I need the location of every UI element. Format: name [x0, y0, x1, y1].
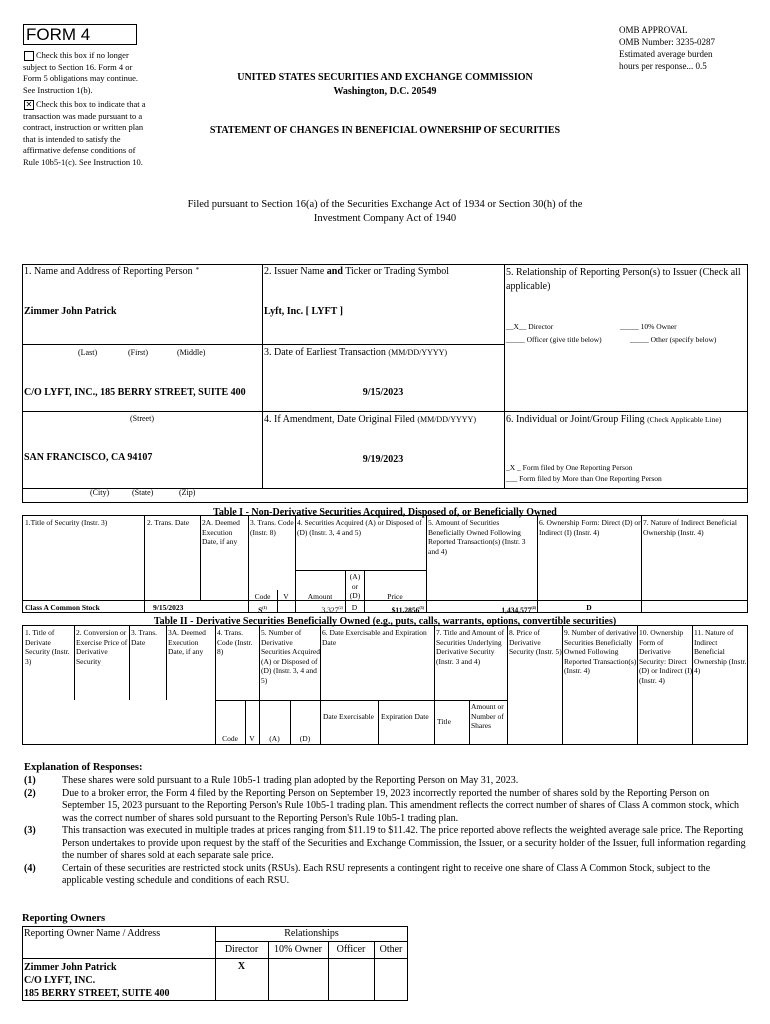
t1-row-code: $S^{(1)}$ [258, 605, 267, 615]
label-first: (First) [128, 348, 148, 357]
other-line: _____ Other (specify below) [630, 335, 717, 344]
t2-h8: 8. Price of Derivative Security (Instr. 5) [509, 628, 562, 656]
checkbox-10b5-1-text: Check this box to indicate that a transaction was made pursuant to a contract, instruction or written plan that is intended to satisfy the affirmative defense conditions of Rule 10b5-1(c). See Instruction 10. [23, 99, 146, 167]
form-title: FORM 4 [26, 25, 91, 44]
label-zip: (Zip) [179, 488, 196, 497]
t1-h6: 6. Ownership Form: Direct (D) or Indirect (I) (Instr. 4) [539, 518, 641, 537]
box5-label: 5. Relationship of Reporting Person(s) to Issuer (Check all applicable) [506, 267, 741, 292]
owner-name: Zimmer John Patrick [24, 962, 117, 973]
t2-h1: 1. Title of Derivate Security (Instr. 3) [25, 628, 70, 666]
owners-col-name: Reporting Owner Name / Address [24, 928, 161, 939]
asterisk: * [195, 266, 200, 274]
t1-row-owned: 1,434,577$^{(4)}$ [501, 605, 536, 615]
table2-title: Table II - Derivative Securities Beneficially Owned (e.g., puts, calls, warrants, options, convertible securities) [153, 616, 617, 627]
label-city: (City) [90, 488, 110, 497]
t1-h5: 5. Amount of Securities Beneficially Owned Following Reported Transaction(s) (Instr. 3 and 4) [428, 518, 526, 556]
owner-address-1: C/O LYFT, INC. [24, 975, 96, 986]
t1-h4: 4. Securities Acquired (A) or Disposed of (D) (Instr. 3, 4 and 5) [297, 518, 422, 537]
t1-h2a: 2A. Deemed Execution Date, if any [202, 518, 240, 546]
explanation-number: (3) [24, 825, 36, 836]
filing-more-persons: ___ Form filed by More than One Reporting Person [506, 474, 662, 483]
t2-h10: 10. Ownership Form of Derivative Security: Direct (D) or Indirect (I) (Instr. 4) [639, 628, 693, 685]
label-last: (Last) [78, 348, 98, 357]
label-state: (State) [132, 488, 154, 497]
t2-h3a: 3A. Deemed Execution Date, if any [168, 628, 206, 656]
t2-sub-code: Code [222, 734, 238, 743]
t1-row-price: $11.2856$^{(3)}$ [391, 605, 424, 615]
owner-name-address [24, 961, 170, 1000]
owner-director-mark: X [237, 961, 246, 972]
explanation-item [24, 788, 748, 826]
t1-row-amount: 3,327$^{(2)}$ [321, 605, 343, 615]
officer-line: _____ Officer (give title below) [506, 335, 602, 344]
filed-pursuant-line-2: Investment Company Act of 1940 [313, 213, 457, 224]
explanation-item [24, 863, 748, 888]
amendment-date: 9/19/2023 [362, 454, 404, 465]
omb-line-4: hours per response... 0.5 [619, 61, 707, 71]
t1-h2: 2. Trans. Date [147, 518, 190, 527]
owners-col-director: Director [224, 944, 259, 955]
explanation-heading: Explanation of Responses: [24, 762, 143, 773]
omb-line-2: OMB Number: 3235-0287 [619, 37, 715, 47]
box4-label: 4. If Amendment, Date Original Filed (MM/DD/YYYY) [264, 414, 476, 425]
director-line: __X__ Director [506, 322, 554, 331]
t1-sub-amount: Amount [307, 592, 333, 601]
earliest-transaction-date: 9/15/2023 [362, 387, 404, 398]
t2-h11: 11. Nature of Indirect Beneficial Ownership (Instr. 4) [694, 628, 747, 675]
fn-ref: (4) [531, 605, 536, 610]
checkbox-no-longer-subject-text: Check this box if no longer subject to Section 16. Form 4 or Form 5 obligations may continue. See Instruction 1(b). [23, 50, 138, 95]
t2-sub-a: (A) [269, 734, 280, 743]
fn-ref: (2) [338, 605, 343, 610]
box6-label: 6. Individual or Joint/Group Filing (Check Applicable Line) [506, 414, 722, 425]
explanation-text: These shares were sold pursuant to a Rule 10b5-1 trading plan adopted by the Reporting Person on May 31, 2023. [62, 775, 519, 786]
explanation-text: Due to a broker error, the Form 4 filed by the Reporting Person on September 19, 2023 incorrectly reported the number of shares sold by the Reporting Person on September 15, 2023 pursuant to the Reporting Person's Rule 10b5-1 trading plan. This amendment reflects the correct number of shares of Class A common stock, which was the correct number of shares sold pursuant to the Reporting Person's Rule 10b5-1 trading plan. [62, 787, 740, 824]
checkbox-10b5-1[interactable]: ✕ [25, 100, 33, 109]
t1-row-date: 9/15/2023 [153, 603, 184, 612]
omb-line-1: OMB APPROVAL [619, 25, 688, 35]
explanation-text: This transaction was executed in multiple trades at prices ranging from $11.19 to $11.42. The price reported above reflects the weighted average sale price. The Reporting Person undertakes to provide upon request by the staff of the Securities and Exchange Commission, the Issuer, or a security holder of the Issuer, full information regarding the number of shares sold at each separate sale price. [62, 825, 746, 861]
omb-line-3: Estimated average burden [619, 49, 713, 59]
issuer-value: Lyft, Inc. [ LYFT ] [264, 306, 343, 317]
owners-heading: Reporting Owners [22, 913, 106, 924]
t2-h6: 6. Date Exercisable and Expiration Date [322, 628, 427, 647]
t1-row-ad: D [351, 603, 358, 612]
t2-h2: 2. Conversion or Exercise Price of Derivative Security [76, 628, 128, 666]
t1-h7: 7. Nature of Indirect Beneficial Ownership (Instr. 4) [643, 518, 737, 537]
reporting-person-name: Zimmer John Patrick [24, 306, 117, 317]
t1-sub-ad: (A) or (D) [349, 572, 361, 600]
explanation-number: (1) [24, 775, 36, 786]
t2-sub-amount: Amount or Number of Shares [471, 702, 504, 730]
t2-sub-expiration: Expiration Date [381, 712, 429, 721]
explanation-text: Certain of these securities are restricted stock units (RSUs). Each RSU represents a contingent right to receive one share of Class A Common Stock, subject to the applicable vesting schedule and conditions of each RSU. [62, 862, 711, 886]
owners-col-officer: Officer [336, 944, 366, 955]
t2-sub-d: (D) [299, 734, 311, 743]
box3-label: 3. Date of Earliest Transaction (MM/DD/YYYY) [264, 347, 448, 358]
label-middle: (Middle) [177, 348, 206, 357]
explanation-item [24, 775, 748, 788]
fn-ref: (3) [419, 605, 424, 610]
label-street: (Street) [130, 414, 154, 423]
reporting-info-grid [22, 264, 748, 503]
t2-h3: 3. Trans. Date [131, 628, 158, 647]
owner10-line: _____ 10% Owner [620, 322, 677, 331]
t2-h9: 9. Number of derivative Securities Beneficially Owned Following Reported Transaction(s) (Instr. 4) [564, 628, 637, 675]
explanation-item [24, 825, 748, 863]
explanation-list [24, 775, 748, 888]
t2-sub-v: V [249, 734, 255, 743]
fn-ref: (1) [262, 605, 267, 610]
t1-row-title: Class A Common Stock [25, 603, 100, 612]
t1-h1: 1.Title of Security (Instr. 3) [25, 518, 108, 527]
t2-h7: 7. Title and Amount of Securities Underlying Derivative Security (Instr. 3 and 4) [436, 628, 505, 666]
agency-location: Washington, D.C. 20549 [333, 86, 437, 97]
owners-col-other: Other [379, 944, 403, 955]
t2-h5: 5. Number of Derivative Securities Acquired (A) or Disposed of (D) (Instr. 3, 4 and 5) [261, 628, 320, 685]
explanation-number: (2) [24, 787, 36, 799]
owners-col-relationships: Relationships [284, 928, 339, 939]
owners-col-10pct: 10% Owner [273, 944, 323, 955]
t1-h3: 3. Trans. Code (Instr. 8) [250, 518, 294, 537]
box1-label: 1. Name and Address of Reporting Person * [24, 266, 200, 277]
t1-row-form: D [586, 603, 592, 612]
owner-address-2: 185 BERRY STREET, SUITE 400 [24, 988, 170, 999]
t2-h4: 4. Trans. Code (Instr. 8) [217, 628, 253, 656]
t1-sub-v: V [283, 592, 289, 601]
t1-sub-price: Price [387, 592, 403, 601]
street-value: C/O LYFT, INC., 185 BERRY STREET, SUITE 400 [24, 387, 246, 398]
box2-label: 2. Issuer Name and Ticker or Trading Symbol [264, 266, 450, 277]
t2-sub-exercisable: Date Exercisable [323, 712, 375, 721]
agency-name: UNITED STATES SECURITIES AND EXCHANGE COMMISSION [237, 72, 533, 83]
filed-pursuant-line-1: Filed pursuant to Section 16(a) of the Securities Exchange Act of 1934 or Section 30(h) of the [187, 199, 583, 210]
filing-one-person: _X _ Form filed by One Reporting Person [506, 463, 633, 472]
t2-sub-title: Title [437, 717, 451, 726]
explanation-number: (4) [24, 862, 36, 874]
table1-title: Table I - Non-Derivative Securities Acquired, Disposed of, or Beneficially Owned [213, 507, 557, 518]
statement-title: STATEMENT OF CHANGES IN BENEFICIAL OWNERSHIP OF SECURITIES [209, 125, 561, 136]
city-value: SAN FRANCISCO, CA 94107 [24, 452, 153, 463]
omb-approval [619, 24, 715, 72]
t1-sub-code: Code [254, 592, 271, 601]
